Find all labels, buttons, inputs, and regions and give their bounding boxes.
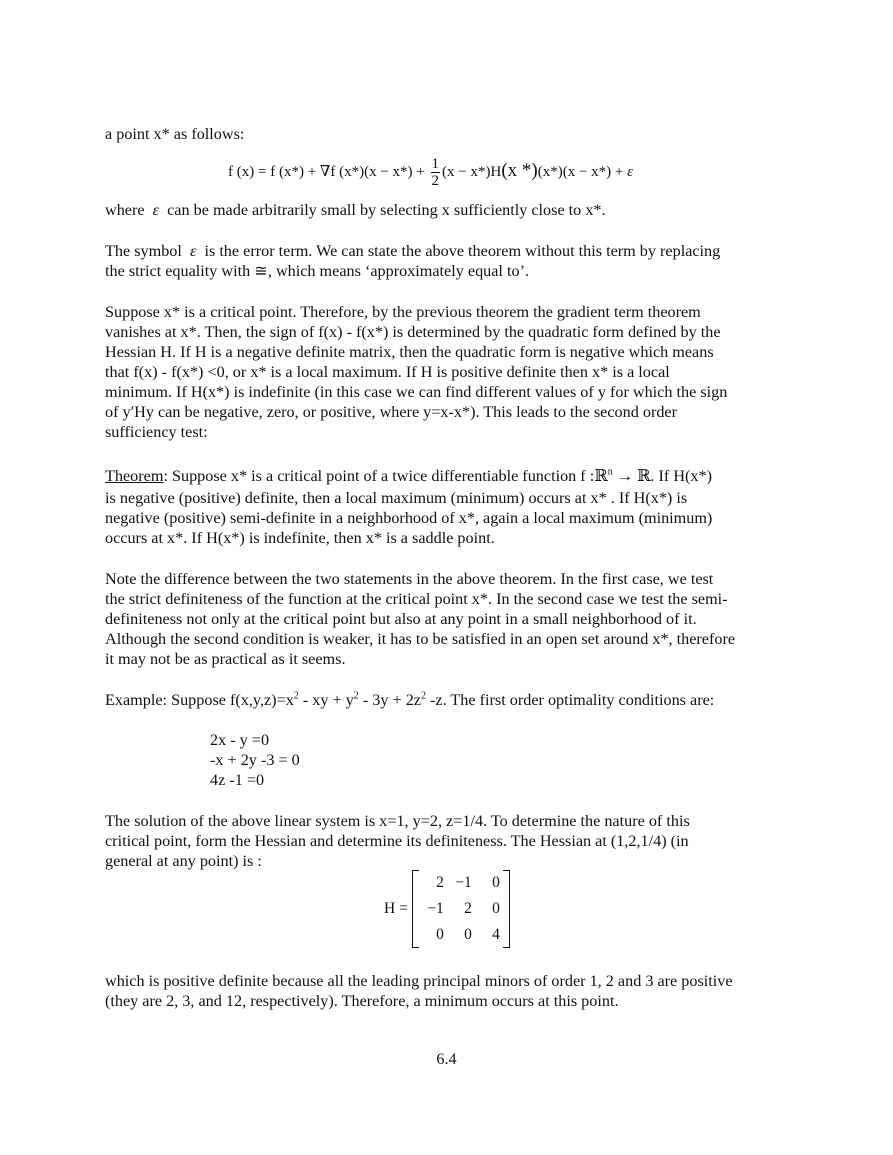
note-line: Although the second condition is weaker, it has to be satisfied in an open set around x*, therefore [105,630,736,648]
example-text: Example: Suppose f(x,y,z)=x [105,691,294,709]
eq-part4: (x*)(x − x*) + [537,163,624,180]
matrix-table [419,870,503,948]
solution-line: general at any point) is : [105,852,262,870]
matrix-cell: 2 [464,900,472,917]
paragraph-line: of y′Hy can be negative, zero, or positive, where y=x-x*). This leads to the second order [105,403,678,421]
conclusion-line: which is positive definite because all the leading principal minors of order 1, 2 and 3 are positive [105,972,733,990]
fraction-denominator: 2 [431,173,440,189]
left-bracket [412,870,419,948]
page-number: 6.4 [436,1050,457,1068]
eq-lhs: f (x) = [228,163,267,180]
theorem-line: is negative (positive) definite, then a local maximum (minimum) occurs at x* . If H(x*) is [105,489,688,507]
note-line: Note the difference between the two statements in the above theorem. In the first case, we test [105,570,714,588]
matrix-cell: −1 [427,900,444,917]
real-numbers-symbol: ℝ [594,467,608,485]
example-text: - 3y + 2z [358,691,421,709]
matrix-cell: 0 [436,926,444,943]
symbol-post: is the error term. We can state the above theorem without this term by replacing [204,242,721,260]
paragraph-line: Suppose x* is a critical point. Therefore, by the previous theorem the gradient term theorem [105,303,701,321]
matrix-cell: 0 [492,874,500,891]
eq-part2: (x − x*)H [442,163,502,180]
paragraph-line: Hessian H. If H is a negative definite matrix, then the quadratic form is negative which means [105,343,714,361]
solution-line: The solution of the above linear system is x=1, y=2, z=1/4. To determine the nature of this [105,812,690,830]
approx-equal-symbol: ≅ [254,262,268,280]
theorem-line-1 [105,466,712,486]
where-text [105,200,606,220]
example-text: - xy + y [298,691,354,709]
note-line: the strict definiteness of the function at the critical point x*. In the second case we test the semi- [105,590,728,608]
theorem-body [105,488,795,548]
paragraph-line: vanishes at x*. Then, the sign of f(x) - f(x*) is determined by the quadratic form defined by the [105,323,721,341]
symbol-par-line-1 [105,241,720,261]
where-pre: where [105,201,145,219]
note-line: it may not be as practical as it seems. [105,650,346,668]
critical-point-paragraph [105,302,795,442]
solution-line: critical point, form the Hessian and determine its definiteness. The Hessian at (1,2,1/4) (in [105,832,689,850]
symbol-par-line-2 [105,261,529,281]
taylor-expansion-equation [228,156,633,189]
matrix-cell: 0 [492,900,500,917]
maps-to-reals: → ℝ [612,467,651,485]
exponent: 2 [353,690,359,702]
system-equation: 4z -1 =0 [210,771,265,789]
system-equation: -x + 2y -3 = 0 [210,751,300,769]
hessian-label: H = [384,900,408,917]
matrix-cell: −1 [455,874,472,891]
note-paragraph [105,569,795,669]
intro-text: a point x* as follows: [105,125,245,143]
note-line: definiteness not only at the critical point but also at any point in a small neighborhood of it. [105,610,697,628]
matrix-cell: 0 [464,926,472,943]
eq-part1: f (x*) + ∇f (x*)(x − x*) + [270,163,425,180]
dimension-superscript: n [607,466,613,478]
linear-system [210,730,510,790]
exponent: 2 [420,690,426,702]
paragraph-line: that f(x) - f(x*) <0, or x* is a local maximum. If H is positive definite then x* is a local [105,363,670,381]
matrix-cell: 4 [492,926,500,943]
fraction-numerator: 1 [431,156,440,172]
where-post: can be made arbitrarily small by selecting x sufficiently close to x*. [167,201,606,219]
matrix-row [419,870,503,896]
epsilon-symbol: ε [627,163,634,180]
matrix-row [419,896,503,922]
paragraph-line: minimum. If H(x*) is indefinite (in this case we can find different values of y for which the sign [105,383,728,401]
solution-paragraph [105,811,795,871]
symbol-pre: The symbol [105,242,182,260]
theorem-line: occurs at x*. If H(x*) is indefinite, then x* is a saddle point. [105,529,495,547]
one-half-fraction [431,156,441,189]
theorem-line: negative (positive) semi-definite in a neighborhood of x*, again a local maximum (minimum) [105,509,713,527]
theorem-l1-post: . If H(x*) [650,467,713,485]
symbol-l2-pre: the strict equality with [105,262,251,280]
hessian-matrix [384,870,510,948]
matrix-cell: 2 [436,874,444,891]
example-text: -z. The first order optimality conditions are: [425,691,715,709]
conclusion-paragraph [105,971,795,1011]
paragraph-line: sufficiency test: [105,423,208,441]
symbol-l2-post: , which means ‘approximately equal to’. [267,262,530,280]
right-bracket [503,870,510,948]
epsilon-symbol: ε [189,242,197,260]
theorem-label: Theorem [105,467,164,485]
theorem-l1-pre: : Suppose x* is a critical point of a twice differentiable function f : [163,467,595,485]
epsilon-symbol: ε [152,201,160,219]
exponent: 2 [293,690,299,702]
eq-part3: (x *) [501,159,538,181]
matrix-row [419,922,503,948]
system-equation: 2x - y =0 [210,731,270,749]
conclusion-line: (they are 2, 3, and 12, respectively). Therefore, a minimum occurs at this point. [105,992,619,1010]
example-line [105,690,714,710]
